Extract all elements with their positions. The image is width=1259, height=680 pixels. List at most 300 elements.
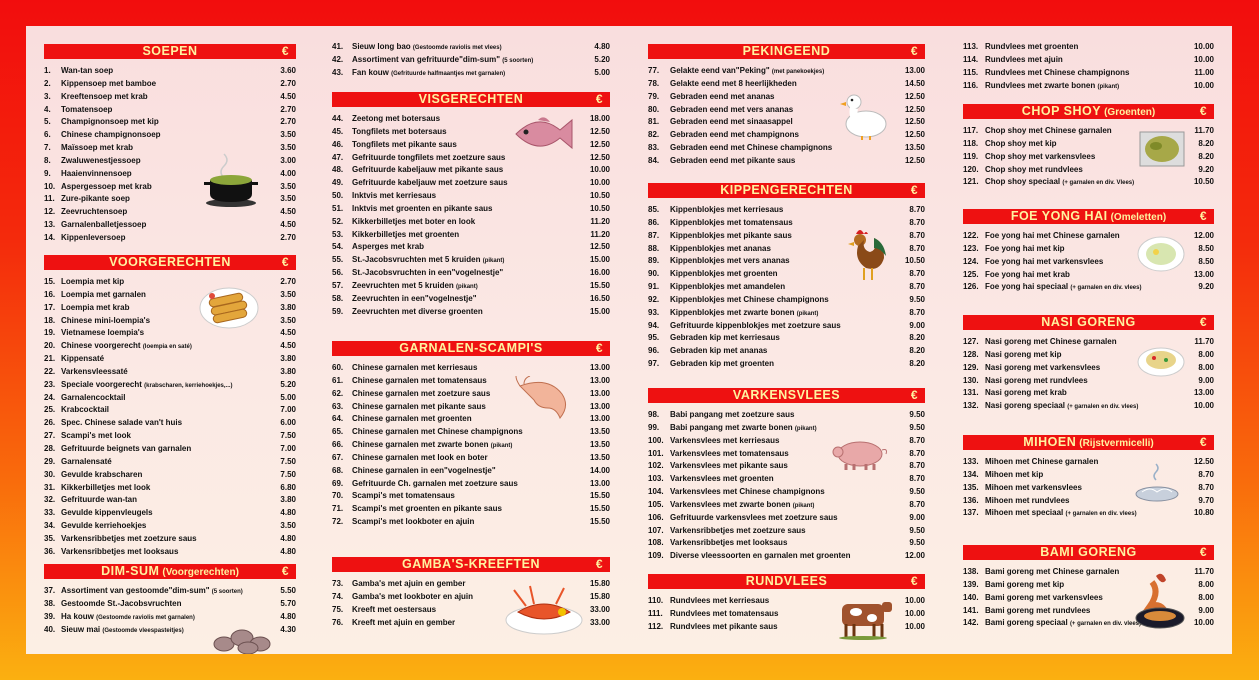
euro-sign: € [281, 44, 289, 58]
item-price: 12.50 [589, 152, 610, 162]
item-number: 30. [44, 469, 56, 479]
item-price: 15.50 [589, 517, 610, 527]
item-number: 20. [44, 341, 56, 351]
menu-item[interactable] [44, 65, 296, 78]
item-number: 34. [44, 521, 56, 531]
item-number: 135. [963, 482, 979, 492]
item-note: (5 soorten) [211, 589, 243, 595]
item-price: 15.80 [589, 579, 610, 588]
item-name: Maïssoep met krab [61, 143, 134, 153]
item-number: 102. [648, 461, 664, 471]
item-price: 2.70 [280, 117, 296, 127]
item-number: 47. [332, 152, 344, 162]
menu-item[interactable] [648, 65, 925, 78]
item-name: Gamba's met ajuin en gember [352, 579, 466, 588]
item-number: 8. [44, 155, 51, 165]
menu-item[interactable] [963, 400, 1214, 413]
menu-item[interactable] [332, 362, 610, 375]
item-name: Mihoen met speciaal (+ garnalen en div. vlees) [985, 508, 1137, 518]
euro-sign: € [910, 388, 918, 402]
menu-item[interactable] [44, 116, 296, 129]
item-name: St.-Jacobsvruchten in een"vogelnestje" [352, 268, 504, 278]
euro-sign: € [281, 255, 289, 269]
item-number: 127. [963, 337, 979, 346]
menu-item[interactable] [648, 320, 925, 333]
item-name: Gebraden eend met champignons [670, 130, 799, 140]
item-price: 3.50 [280, 194, 296, 204]
menu-item[interactable] [648, 332, 925, 345]
menu-item[interactable] [44, 585, 296, 598]
item-price: 2.70 [280, 277, 296, 286]
item-number: 83. [648, 143, 660, 153]
item-price: 10.00 [904, 596, 925, 605]
menu-item[interactable] [963, 41, 1214, 54]
item-note: (pikant) [1097, 83, 1120, 90]
item-price: 8.20 [1198, 151, 1214, 161]
item-name: Tongfilets met pikante saus [352, 139, 457, 149]
item-number: 97. [648, 359, 660, 369]
item-number: 85. [648, 205, 660, 214]
item-name: Foe yong hai met krab [985, 269, 1070, 279]
item-number: 54. [332, 242, 344, 252]
item-number: 88. [648, 243, 660, 253]
item-price: 4.50 [280, 328, 296, 338]
item-name: Gelakte eend met 8 heerlijkheden [670, 78, 797, 88]
menu-item[interactable] [648, 307, 925, 320]
item-name: Rundvlees met ajuin [985, 54, 1063, 64]
item-price: 8.70 [909, 230, 925, 240]
item-name: Champignonsoep met kip [61, 117, 159, 127]
item-name: Varkensribbetjes met zoetzure saus [61, 533, 197, 543]
menu-item[interactable] [963, 54, 1214, 67]
euro-sign: € [595, 557, 603, 571]
item-number: 74. [332, 591, 344, 601]
menu-item[interactable] [332, 190, 610, 203]
item-number: 63. [332, 401, 344, 411]
menu-item[interactable] [44, 379, 296, 392]
item-price: 3.50 [280, 130, 296, 140]
item-number: 95. [648, 333, 660, 343]
menu-item[interactable] [332, 164, 610, 177]
item-price: 12.50 [589, 139, 610, 149]
item-name: Chinese garnalen met look en boter [352, 452, 488, 462]
menu-item[interactable] [332, 465, 610, 478]
menu-item[interactable] [963, 67, 1214, 80]
menu-item[interactable] [44, 598, 296, 611]
item-note: (+ garnalen en div. vlees) [1065, 511, 1137, 518]
menu-item[interactable] [44, 353, 296, 366]
item-number: 112. [648, 621, 664, 631]
item-note: (Gestoomde vleespasteitjes) [102, 627, 184, 634]
item-number: 36. [44, 546, 56, 556]
item-number: 17. [44, 302, 56, 312]
item-name: Chinese champignonsoep [61, 130, 161, 140]
item-name: Haaienvinnensoep [61, 168, 132, 178]
section-header [963, 209, 1214, 224]
item-number: 96. [648, 346, 660, 356]
item-number: 90. [648, 269, 660, 279]
menu-item[interactable] [332, 203, 610, 216]
menu-item[interactable] [44, 430, 296, 443]
item-price: 10.00 [1193, 80, 1214, 90]
item-price: 13.00 [589, 388, 610, 398]
menu-item[interactable] [648, 512, 925, 525]
item-price: 9.50 [909, 538, 925, 548]
menu-item[interactable] [44, 232, 296, 245]
menu-item[interactable] [44, 142, 296, 155]
menu-item[interactable] [332, 267, 610, 280]
item-name: Gebraden eend met sinaasappel [670, 117, 793, 127]
item-number: 120. [963, 164, 979, 174]
item-note: (pikant) [792, 502, 815, 509]
menu-item[interactable] [44, 520, 296, 533]
item-price: 5.20 [280, 379, 296, 389]
item-price: 11.70 [1194, 567, 1214, 576]
item-name: Wan-tan soep [61, 66, 114, 75]
menu-item[interactable] [44, 546, 296, 559]
item-name: Varkensribbetjes met looksaus [61, 546, 179, 556]
item-price: 9.50 [909, 410, 925, 419]
item-note: (5 soorten) [502, 57, 534, 64]
menu-item[interactable] [648, 473, 925, 486]
menu-item[interactable] [648, 409, 925, 422]
item-number: 99. [648, 422, 660, 432]
item-name: Chinese garnalen met kerriesaus [352, 363, 478, 372]
item-price: 7.00 [280, 443, 296, 453]
menu-item[interactable] [44, 417, 296, 430]
item-name: Rundvlees met kerriesaus [670, 596, 770, 605]
menu-item[interactable] [963, 80, 1214, 93]
item-number: 89. [648, 256, 660, 266]
item-number: 91. [648, 282, 660, 292]
item-number: 37. [44, 586, 56, 595]
menu-item[interactable] [44, 193, 296, 206]
item-name: Chinese garnalen met groenten [352, 414, 472, 424]
item-number: 57. [332, 280, 344, 290]
item-name: Kippenblokjes met Chinese champignons [670, 294, 829, 304]
menu-item[interactable] [648, 345, 925, 358]
item-number: 141. [963, 605, 979, 615]
item-price: 13.00 [1193, 388, 1214, 398]
menu-item-list [963, 41, 1214, 92]
item-number: 3. [44, 91, 51, 101]
item-number: 79. [648, 91, 660, 101]
euro-sign: € [910, 44, 918, 58]
menu-item[interactable] [648, 358, 925, 371]
menu-item[interactable] [332, 439, 610, 452]
menu-item[interactable] [44, 129, 296, 142]
menu-item[interactable] [648, 155, 925, 168]
item-price: 14.00 [589, 465, 610, 475]
item-price: 13.50 [589, 440, 610, 450]
item-price: 11.70 [1194, 337, 1214, 346]
item-name: Foe yong hai met varkensvlees [985, 256, 1104, 266]
item-price: 8.70 [909, 243, 925, 253]
item-number: 26. [44, 418, 56, 428]
menu-item[interactable] [332, 503, 610, 516]
item-name: Varkensvlees met pikante saus [670, 461, 788, 471]
euro-sign: € [281, 564, 289, 578]
menu-item[interactable] [648, 537, 925, 550]
item-name: Chinese garnalen in een"vogelnestje" [352, 465, 496, 475]
menu-item[interactable] [44, 507, 296, 520]
menu-item[interactable] [332, 54, 610, 67]
section-title: BAMI GORENG [1040, 545, 1137, 559]
item-price: 10.00 [904, 608, 925, 618]
item-price: 11.20 [590, 229, 610, 239]
section-subtitle: (Omeletten) [1110, 212, 1167, 223]
item-number: 125. [963, 269, 979, 279]
item-price: 3.60 [280, 66, 296, 75]
item-price: 7.50 [280, 431, 296, 441]
menu-item[interactable] [648, 550, 925, 563]
menu-item[interactable] [332, 280, 610, 293]
item-number: 25. [44, 405, 56, 415]
menu-item[interactable] [648, 525, 925, 538]
menu-item[interactable] [44, 206, 296, 219]
menu-item[interactable] [44, 469, 296, 482]
section-header [963, 104, 1214, 119]
item-name: Mihoen met rundvlees [985, 495, 1070, 505]
item-number: 12. [44, 207, 56, 217]
menu-item[interactable] [648, 142, 925, 155]
item-number: 58. [332, 293, 344, 303]
item-number: 43. [332, 67, 344, 77]
item-price: 8.70 [1198, 482, 1214, 492]
section-title: GARNALEN-SCAMPI'S [399, 341, 543, 355]
item-number: 139. [963, 579, 979, 589]
item-price: 4.30 [280, 624, 296, 634]
item-number: 103. [648, 474, 664, 484]
item-number: 81. [648, 117, 660, 127]
item-price: 13.00 [589, 363, 610, 372]
item-name: Kreeft met oestersaus [352, 604, 437, 614]
item-name: Zure-pikante soep [61, 194, 130, 204]
item-price: 8.70 [909, 461, 925, 471]
menu-item[interactable] [332, 229, 610, 242]
menu-item[interactable] [648, 499, 925, 512]
item-price: 3.50 [280, 315, 296, 325]
item-number: 117. [963, 126, 979, 135]
item-price: 13.00 [589, 414, 610, 424]
item-number: 105. [648, 499, 664, 509]
section-title: KIPPENGERECHTEN [720, 183, 853, 197]
item-price: 12.50 [904, 91, 925, 101]
item-price: 15.00 [589, 255, 610, 265]
item-price: 18.00 [589, 114, 610, 123]
menu-item[interactable] [44, 181, 296, 194]
menu-item[interactable] [332, 452, 610, 465]
item-number: 5. [44, 117, 51, 127]
item-name: Scampi's met groenten en pikante saus [352, 504, 502, 514]
item-number: 14. [44, 232, 56, 242]
menu-item[interactable] [44, 78, 296, 91]
item-number: 38. [44, 598, 56, 608]
item-number: 134. [963, 469, 979, 479]
menu-item[interactable] [332, 67, 610, 80]
item-number: 72. [332, 517, 344, 527]
menu-item[interactable] [963, 281, 1214, 294]
menu-item[interactable] [44, 168, 296, 181]
item-price: 9.20 [1198, 164, 1214, 174]
item-price: 13.50 [904, 143, 925, 153]
item-name: Gefrituurde varkensvlees met zoetzure saus [670, 512, 838, 522]
item-price: 12.00 [904, 551, 925, 561]
item-name: Loempia met krab [61, 302, 130, 312]
menu-item[interactable] [332, 293, 610, 306]
item-price: 9.00 [909, 320, 925, 330]
section-header [963, 545, 1214, 560]
item-price: 12.50 [904, 155, 925, 165]
menu-item[interactable] [332, 478, 610, 491]
menu-item[interactable] [332, 216, 610, 229]
menu-item[interactable] [332, 41, 610, 54]
menu-item[interactable] [44, 366, 296, 379]
menu-item[interactable] [44, 155, 296, 168]
menu-section-soepen [44, 44, 296, 245]
item-name: Nasi goreng met kip [985, 349, 1062, 359]
menu-item[interactable] [44, 392, 296, 405]
item-price: 4.80 [594, 42, 610, 51]
euro-sign: € [910, 183, 918, 197]
menu-item[interactable] [332, 306, 610, 319]
menu-column [44, 26, 296, 654]
item-name: Zeevruchtensoep [61, 207, 128, 217]
item-name: Kippenblokjes met zwarte bonen (pikant) [670, 307, 819, 317]
menu-item[interactable] [44, 340, 296, 353]
item-name: Chop shoy met kip [985, 138, 1057, 148]
item-price: 4.50 [280, 220, 296, 230]
item-price: 10.00 [904, 621, 925, 631]
euro-sign: € [910, 574, 918, 588]
item-number: 133. [963, 457, 979, 466]
item-price: 10.00 [1193, 54, 1214, 64]
item-price: 10.00 [1193, 401, 1214, 411]
item-price: 10.50 [589, 191, 610, 201]
menu-item[interactable] [44, 482, 296, 495]
item-name: Chinese garnalen met pikante saus [352, 401, 486, 411]
item-number: 77. [648, 66, 660, 75]
item-number: 64. [332, 414, 344, 424]
menu-item[interactable] [963, 387, 1214, 400]
menu-item[interactable] [44, 533, 296, 546]
item-name: Garnalensaté [61, 456, 112, 466]
item-name: Gebraden kip met groenten [670, 359, 775, 369]
item-price: 9.00 [1198, 605, 1214, 615]
item-number: 84. [648, 155, 660, 165]
item-price: 3.80 [280, 366, 296, 376]
item-name: Zeevruchten met diverse groenten [352, 306, 483, 316]
item-name: Gebraden eend met Chinese champignons [670, 143, 833, 153]
item-name: Foe yong hai met Chinese garnalen [985, 231, 1120, 240]
item-price: 15.50 [589, 280, 610, 290]
item-name: Vietnamese loempia's [61, 328, 145, 338]
menu-item[interactable] [44, 219, 296, 232]
menu-item[interactable] [963, 176, 1214, 189]
item-name: Inktvis met groenten en pikante saus [352, 203, 493, 213]
item-note: (+ garnalen en div. vlees) [1070, 285, 1142, 292]
menu-item[interactable] [44, 494, 296, 507]
menu-item[interactable] [648, 204, 925, 217]
item-number: 21. [44, 354, 56, 364]
item-name: Nasi goreng met Chinese garnalen [985, 337, 1117, 346]
item-number: 119. [963, 151, 979, 161]
section-title: DIM-SUM [101, 564, 160, 578]
item-name: Zeetong met botersaus [352, 114, 441, 123]
item-price: 5.50 [280, 586, 296, 595]
menu-item[interactable] [963, 507, 1214, 520]
section-title: VOORGERECHTEN [109, 255, 231, 269]
menu-item[interactable] [44, 91, 296, 104]
menu-item-list [648, 409, 925, 563]
item-number: 142. [963, 618, 979, 628]
section-title: NASI GORENG [1041, 315, 1136, 329]
section-subtitle: (Groenten) [1104, 107, 1156, 118]
item-number: 109. [648, 551, 664, 561]
item-price: 8.70 [909, 474, 925, 484]
menu-item[interactable] [332, 426, 610, 439]
item-number: 126. [963, 282, 979, 292]
item-number: 138. [963, 567, 979, 576]
section-title: GAMBA'S-KREEFTEN [401, 557, 541, 571]
item-name: Gebraden kip met kerriesaus [670, 333, 780, 343]
section-header [44, 44, 296, 59]
item-number: 130. [963, 375, 979, 385]
item-price: 3.80 [280, 495, 296, 505]
item-name: Mihoen met varkensvlees [985, 482, 1082, 492]
item-price: 8.70 [909, 282, 925, 292]
item-price: 8.20 [909, 333, 925, 343]
item-name: Gefrituurde tongfilets met zoetzure saus [352, 152, 506, 162]
menu-section-dimsum-cont [332, 41, 610, 80]
menu-item[interactable] [332, 490, 610, 503]
omelette-picture [1136, 234, 1186, 274]
menu-item[interactable] [332, 516, 610, 529]
section-subtitle: (Rijstvermicelli) [1079, 438, 1154, 449]
menu-item[interactable] [648, 486, 925, 499]
item-number: 50. [332, 191, 344, 201]
item-price: 13.00 [589, 375, 610, 385]
item-number: 118. [963, 138, 979, 148]
item-note: (krabscharen, kerriehoekjes,...) [144, 382, 233, 389]
section-header [332, 557, 610, 572]
item-name: Zwaluwenestjessoep [61, 155, 141, 165]
menu-item[interactable] [44, 443, 296, 456]
menu-item[interactable] [44, 404, 296, 417]
item-note: (pikant) [482, 258, 505, 265]
item-price: 10.00 [589, 165, 610, 175]
item-number: 132. [963, 401, 979, 411]
item-name: Kippenblokjes met kerriesaus [670, 205, 784, 214]
menu-item[interactable] [44, 104, 296, 117]
item-note: (Gefrituurde halfmaantjes met garnalen) [391, 70, 506, 77]
menu-item[interactable] [332, 177, 610, 190]
item-name: Varkensvlees met zwarte bonen (pikant) [670, 499, 815, 509]
item-price: 4.00 [280, 168, 296, 178]
item-number: 67. [332, 452, 344, 462]
menu-item[interactable] [332, 241, 610, 254]
item-name: Loempia met kip [61, 277, 125, 286]
menu-item[interactable] [648, 422, 925, 435]
item-name: Gefrituurde Ch. garnalen met zoetzure saus [352, 478, 518, 488]
menu-item[interactable] [648, 294, 925, 307]
menu-item[interactable] [44, 456, 296, 469]
menu-item[interactable] [332, 254, 610, 267]
item-name: Gefrituurde beignets van garnalen [61, 443, 192, 453]
item-number: 100. [648, 435, 664, 445]
soup-pot-picture [204, 148, 258, 208]
item-name: Gebraden eend met vers ananas [670, 104, 794, 114]
